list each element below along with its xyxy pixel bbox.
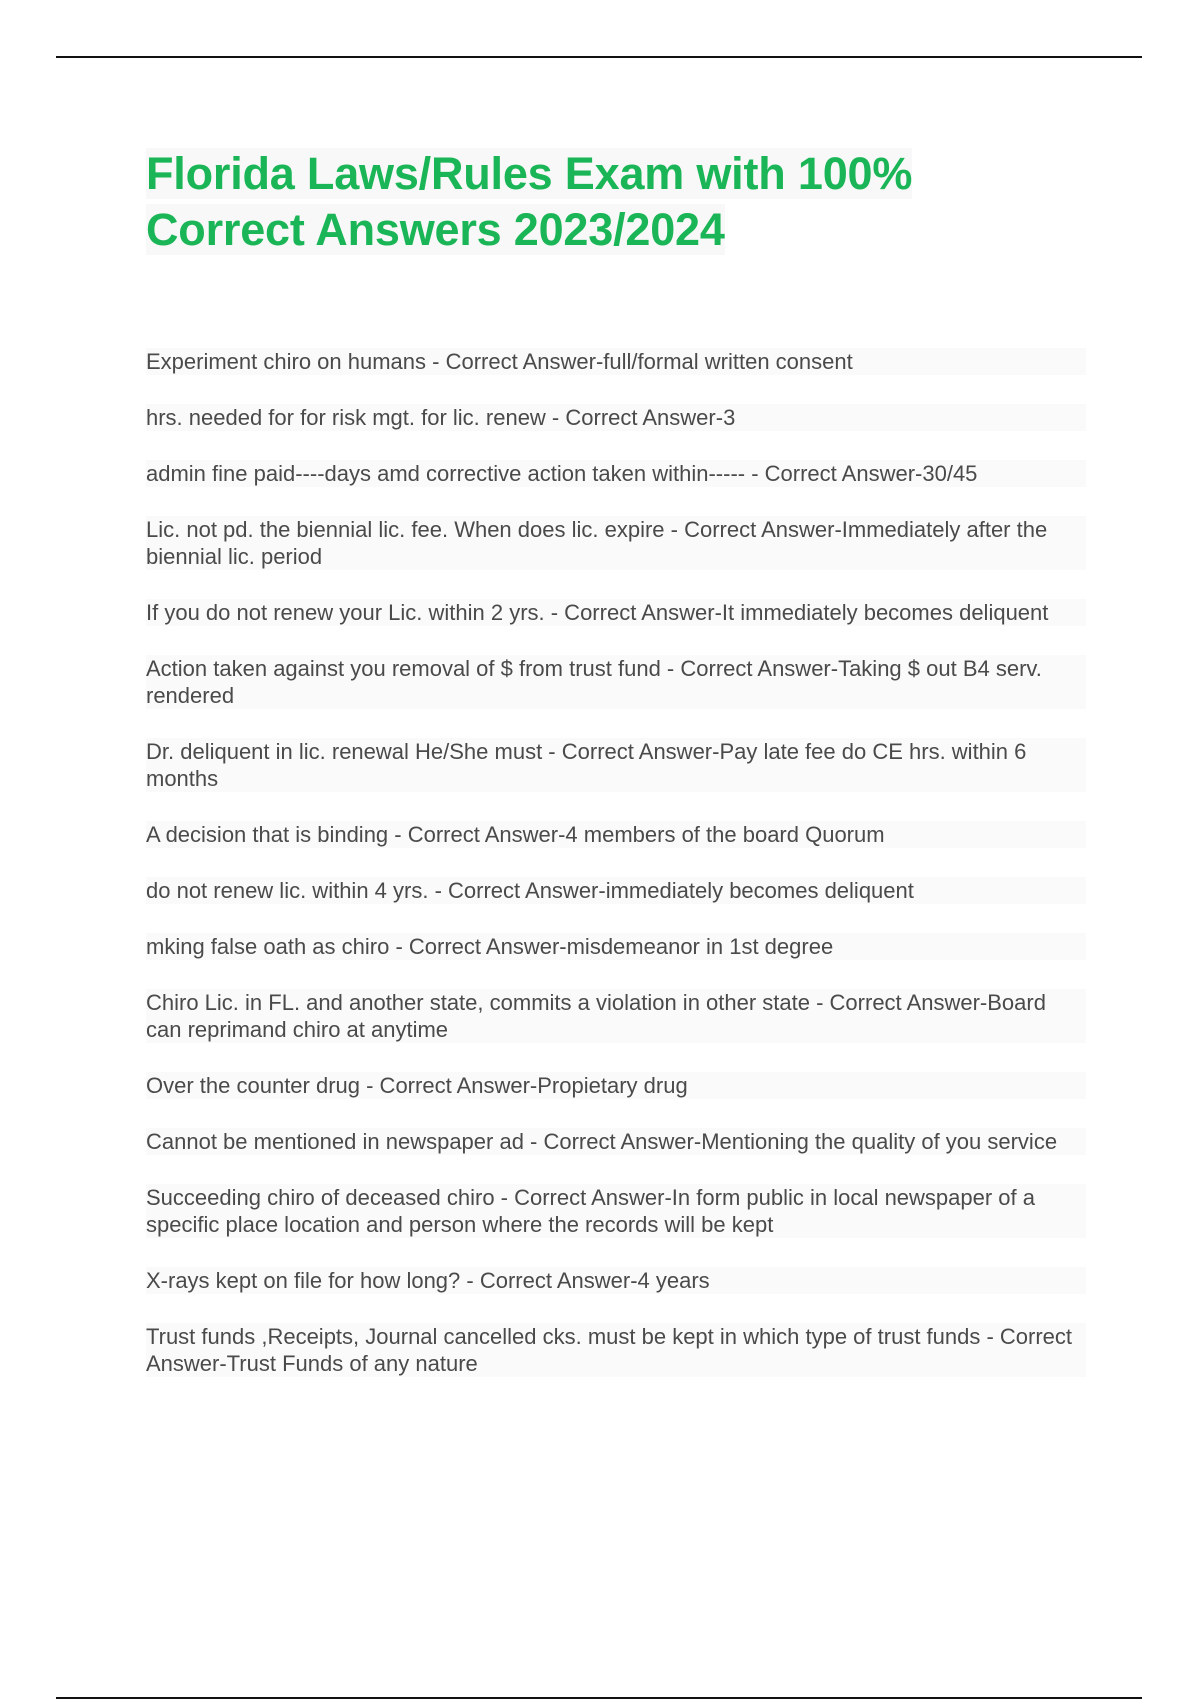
qa-item: Dr. deliquent in lic. renewal He/She must - Correct Answer-Pay late fee do CE hrs. within 6 months: [146, 738, 1086, 792]
qa-item: Succeeding chiro of deceased chiro - Correct Answer-In form public in local newspaper of a specific place location and person where the records will be kept: [146, 1184, 1086, 1238]
qa-item: If you do not renew your Lic. within 2 yrs. - Correct Answer-It immediately becomes deliquent: [146, 599, 1086, 626]
qa-item: Over the counter drug - Correct Answer-Propietary drug: [146, 1072, 1086, 1099]
bottom-divider: [56, 1697, 1142, 1699]
qa-item: do not renew lic. within 4 yrs. - Correct Answer-immediately becomes deliquent: [146, 877, 1086, 904]
title-line-2: Correct Answers 2023/2024: [146, 204, 725, 255]
qa-item: hrs. needed for for risk mgt. for lic. renew - Correct Answer-3: [146, 404, 1086, 431]
title-line-1: Florida Laws/Rules Exam with 100%: [146, 148, 913, 199]
qa-list: [146, 348, 1086, 1377]
qa-item: Action taken against you removal of $ from trust fund - Correct Answer-Taking $ out B4 serv. rendered: [146, 655, 1086, 709]
top-divider: [56, 56, 1142, 58]
qa-item: mking false oath as chiro - Correct Answer-misdemeanor in 1st degree: [146, 933, 1086, 960]
qa-item: Experiment chiro on humans - Correct Answer-full/formal written consent: [146, 348, 1086, 375]
document-title: [146, 146, 1086, 258]
qa-item: Trust funds ,Receipts, Journal cancelled cks. must be kept in which type of trust funds - Correct Answer-Trust Funds of any nature: [146, 1323, 1086, 1377]
qa-item: Cannot be mentioned in newspaper ad - Correct Answer-Mentioning the quality of you service: [146, 1128, 1086, 1155]
document-body: [146, 146, 1086, 1406]
qa-item: admin fine paid----days amd corrective action taken within----- - Correct Answer-30/45: [146, 460, 1086, 487]
qa-item: A decision that is binding - Correct Answer-4 members of the board Quorum: [146, 821, 1086, 848]
qa-item: Lic. not pd. the biennial lic. fee. When does lic. expire - Correct Answer-Immediately after the biennial lic. period: [146, 516, 1086, 570]
qa-item: Chiro Lic. in FL. and another state, commits a violation in other state - Correct Answer-Board can reprimand chiro at anytime: [146, 989, 1086, 1043]
qa-item: X-rays kept on file for how long? - Correct Answer-4 years: [146, 1267, 1086, 1294]
